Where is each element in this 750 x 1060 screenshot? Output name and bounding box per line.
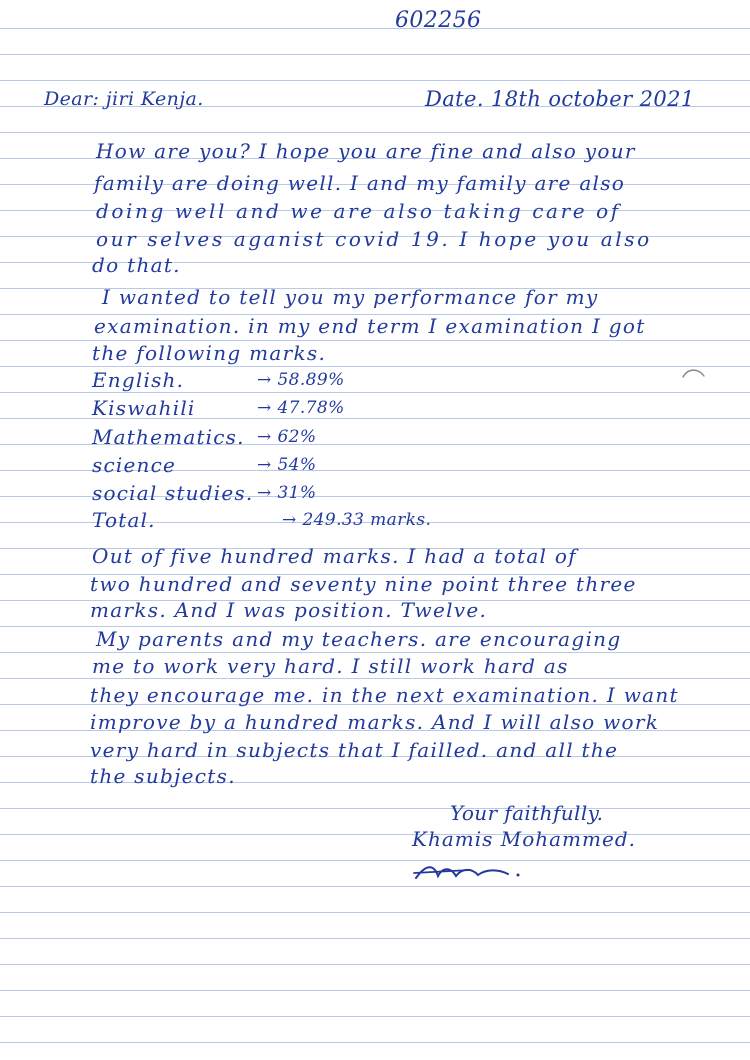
reference-number: 602256 [395,8,482,33]
salutation: Dear: jiri Kenja. [44,88,204,110]
marks-value: → 62% [257,427,317,447]
paragraph3-line: marks. And I was position. Twelve. [90,598,488,622]
paragraph1-line: our selves aganist covid 19. I hope you also [96,227,652,251]
marks-subject: English. [92,368,185,392]
paragraph4-line: me to work very hard. I still work hard as [92,654,569,678]
marks-subject: Total. [92,508,156,532]
marks-subject: social studies. [92,481,254,505]
paragraph1-line: How are you? I hope you are fine and also your [96,139,636,163]
pencil-smudge-icon [680,366,708,380]
paragraph2-line: I wanted to tell you my performance for my [102,285,599,309]
paragraph2-line: the following marks. [92,341,327,365]
marks-value: → 31% [257,483,317,503]
paragraph3-line: two hundred and seventy nine point three three [90,572,637,596]
paragraph1-line: doing well and we are also taking care of [96,199,621,223]
marks-subject: Kiswahili [92,396,196,420]
marks-value: → 47.78% [257,398,345,418]
paragraph4-line: improve by a hundred marks. And I will also work [90,710,660,734]
paragraph4-line: My parents and my teachers. are encouraging [96,627,622,651]
letter-date: Date. 18th october 2021 [425,87,695,111]
paragraph3-line: Out of five hundred marks. I had a total of [92,544,577,568]
paragraph2-line: examination. in my end term I examination I got [94,314,646,338]
marks-value: → 58.89% [257,370,345,390]
paragraph4-line: they encourage me. in the next examination. I want [90,683,679,707]
signer-name: Khamis Mohammed. [412,827,636,851]
paragraph1-line: family are doing well. I and my family are also [94,171,626,195]
marks-subject: science [92,453,177,477]
paragraph4-line: the subjects. [90,764,236,788]
paragraph4-line: very hard in subjects that I failled. and all the [90,738,619,762]
marks-subject: Mathematics. [92,425,245,449]
handwritten-signature [412,858,532,886]
marks-value: → 249.33 marks. [282,510,432,530]
paragraph1-line: do that. [92,253,181,277]
closing-phrase: Your faithfully. [450,801,604,825]
marks-value: → 54% [257,455,317,475]
